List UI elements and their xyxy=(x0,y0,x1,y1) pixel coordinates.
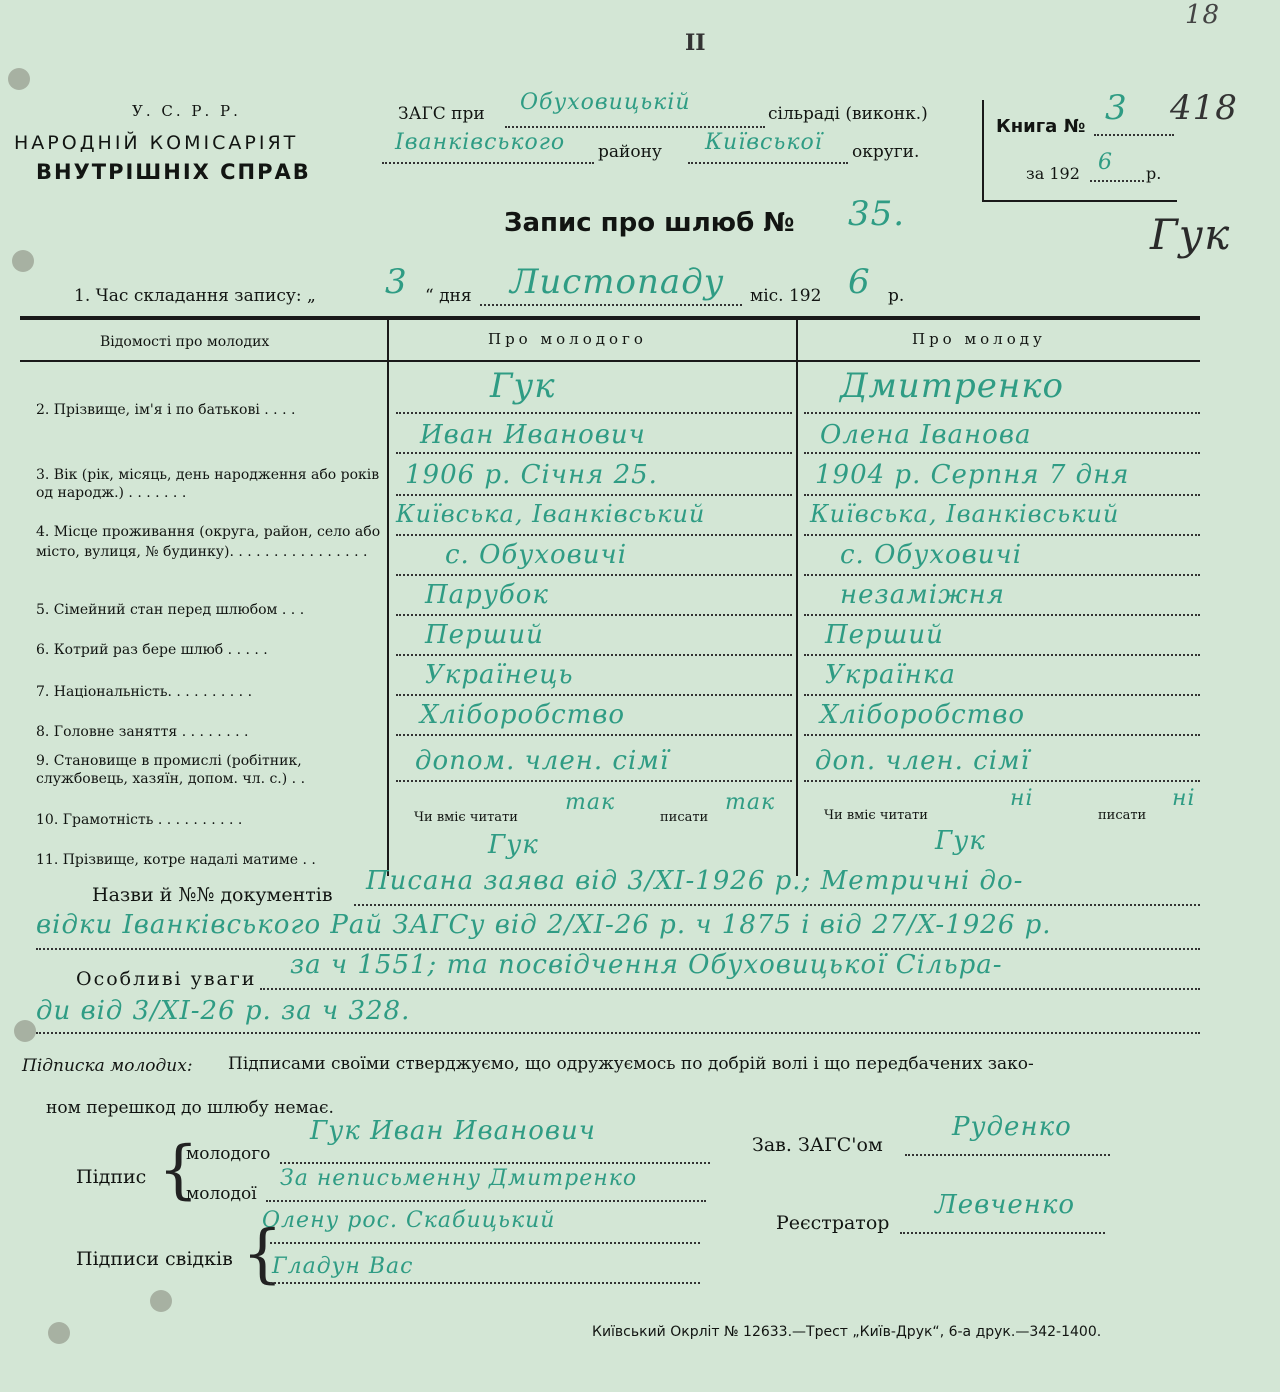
record-month-suffix: міс. 192 xyxy=(750,286,822,306)
groom-write-label: писати xyxy=(660,810,709,825)
row-line xyxy=(396,654,792,656)
bride-sign-line xyxy=(266,1200,706,1202)
groom-read-label: Чи вміє читати xyxy=(414,810,518,825)
row-label-marital: 5. Сімейний стан перед шлюбом . . . xyxy=(36,602,305,618)
row-line xyxy=(804,494,1200,496)
zags-suffix: сільраді (виконк.) xyxy=(768,104,928,124)
book-extra-number: 418 xyxy=(1170,88,1238,128)
groom-nationality: Українець xyxy=(425,660,574,690)
row-label-literacy: 10. Грамотність . . . . . . . . . . xyxy=(36,812,243,828)
record-year: 6 xyxy=(848,262,871,302)
groom-future-surname: Гук xyxy=(488,830,539,860)
zags-prefix: ЗАГС при xyxy=(398,104,485,124)
groom-residence-2: с. Обуховичі xyxy=(445,540,628,570)
book-label: Книга № xyxy=(996,116,1086,137)
sign-label: Підпис xyxy=(76,1166,147,1188)
row-line xyxy=(396,452,792,454)
head-signature: Руденко xyxy=(952,1112,1072,1142)
head-sign-line xyxy=(905,1154,1110,1156)
row-line xyxy=(804,452,1200,454)
groom-surname: Гук xyxy=(490,366,556,406)
year-value: 6 xyxy=(1098,150,1113,175)
groom-sign-line xyxy=(280,1162,710,1164)
notes-underline-2 xyxy=(36,1032,1200,1034)
row-label-occupation: 8. Головне заняття . . . . . . . . xyxy=(36,724,249,740)
row-label-future-surname: 11. Прізвище, котре надалі матиме . . xyxy=(36,852,316,868)
row-line xyxy=(396,780,792,782)
table-col-divider-2 xyxy=(796,318,798,876)
groom-marital: Парубок xyxy=(425,580,549,610)
notes-underline-1 xyxy=(260,988,1200,990)
row-line xyxy=(804,734,1200,736)
notes-line-1: за ч 1551; та посвідчення Обуховицької Сільра- xyxy=(290,950,1003,980)
bride-residence-2: с. Обуховичі xyxy=(840,540,1023,570)
okrug-line xyxy=(688,162,848,164)
punch-hole xyxy=(14,1020,36,1042)
year-line xyxy=(1090,180,1144,182)
groom-given-names: Иван Иванович xyxy=(420,420,646,450)
notes-label: Особливі уваги xyxy=(76,968,257,990)
row-line xyxy=(804,780,1200,782)
bride-signature-2: Олену рос. Скабицький xyxy=(262,1208,556,1233)
row-line xyxy=(804,614,1200,616)
ussr-label: У. С. Р. Р. xyxy=(132,102,241,120)
registrar-label: Реєстратор xyxy=(776,1212,890,1234)
year-suffix: р. xyxy=(1146,164,1162,183)
notes-line-2: ди від 3/XI-26 р. за ч 328. xyxy=(36,996,411,1026)
district-label: району xyxy=(598,142,662,162)
district-line xyxy=(382,162,594,164)
footer-imprint: Київський Окрліт № 12633.—Трест „Київ-Друк“, 6-а друк.—342-1400. xyxy=(592,1324,1102,1340)
table-top-rule xyxy=(20,316,1200,320)
groom-times: Перший xyxy=(425,620,544,650)
witness-line-2 xyxy=(270,1282,700,1284)
bride-occupation: Хліборобство xyxy=(820,700,1026,730)
book-box-left xyxy=(982,100,984,202)
okrug-label: округи. xyxy=(852,142,920,162)
witness-signature: Гладун Вас xyxy=(272,1254,414,1279)
witness-label: Підписи свідків xyxy=(76,1248,233,1270)
district-value: Іванківського xyxy=(395,130,566,155)
book-line xyxy=(1094,134,1174,136)
margin-mark: Гук xyxy=(1150,210,1231,259)
row-line xyxy=(396,614,792,616)
bride-status: доп. член. сімї xyxy=(815,746,1030,776)
bride-signature-1: За неписьменну Дмитренко xyxy=(280,1166,638,1191)
row-line xyxy=(396,574,792,576)
punch-hole xyxy=(48,1322,70,1344)
bride-residence-1: Київська, Іванківський xyxy=(810,500,1120,528)
punch-hole xyxy=(12,250,34,272)
bride-times: Перший xyxy=(825,620,944,650)
col-header-info: Відомості про молодих xyxy=(100,334,270,350)
bride-given-names: Олена Іванова xyxy=(820,420,1032,450)
bride-read-value: ні xyxy=(1010,786,1034,811)
row-line xyxy=(804,694,1200,696)
documents-label: Назви й №№ документів xyxy=(92,884,333,906)
record-year-end: р. xyxy=(888,286,905,306)
punch-hole xyxy=(8,68,30,90)
witness-line-1 xyxy=(270,1242,700,1244)
groom-read-value: так xyxy=(565,790,616,815)
record-time-label: 1. Час складання запису: „ xyxy=(74,286,316,306)
row-label-times: 6. Котрий раз бере шлюб . . . . . xyxy=(36,642,268,658)
ministry-line-1: НАРОДНІЙ КОМІСАРІЯТ xyxy=(14,132,299,154)
declaration-text-2: ном перешкод до шлюбу немає. xyxy=(46,1098,334,1118)
row-label-status: 9. Становище в промислі (робітник, службовець, хазяїн, допом. чл. с.) . . xyxy=(36,753,306,787)
row-line xyxy=(396,494,792,496)
groom-residence-1: Київська, Іванківський xyxy=(396,500,706,528)
record-month-line xyxy=(480,304,742,306)
corner-page-number: 18 xyxy=(1185,0,1221,30)
record-day-suffix: “ дня xyxy=(425,286,472,306)
record-title: Запис про шлюб № xyxy=(504,208,795,238)
bride-future-surname: Гук xyxy=(935,826,986,856)
bride-write-value: ні xyxy=(1172,786,1196,811)
ministry-line-2: ВНУТРІШНІХ СПРАВ xyxy=(36,160,311,184)
bride-nationality: Українка xyxy=(825,660,956,690)
top-roman-mark: II xyxy=(685,30,706,56)
punch-hole xyxy=(150,1290,172,1312)
okrug-value: Київської xyxy=(705,130,823,155)
bride-read-label: Чи вміє читати xyxy=(824,808,928,823)
record-day: 3 xyxy=(385,262,408,302)
declaration-text-1: Підписами своїми стверджуємо, що одружуємось по добрій волі і що передбачених зако- xyxy=(228,1054,1034,1074)
zags-village: Обуховицькій xyxy=(520,90,691,115)
documents-line-2: відки Іванківського Рай ЗАГСу від 2/XI-26 р. ч 1875 і від 27/X-1926 р. xyxy=(36,910,1052,940)
groom-birth: 1906 р. Січня 25. xyxy=(405,460,658,490)
documents-line-1: Писана заява від 3/XI-1926 р.; Метричні до- xyxy=(366,866,1024,896)
row-line xyxy=(804,534,1200,536)
groom-signature: Гук Иван Иванович xyxy=(310,1116,596,1146)
col-header-bride: Про молоду xyxy=(912,330,1046,348)
row-line xyxy=(804,654,1200,656)
groom-occupation: Хліборобство xyxy=(420,700,626,730)
groom-sign-label: молодого xyxy=(186,1144,271,1164)
bride-surname: Дмитренко xyxy=(840,366,1065,406)
witness-brace: { xyxy=(242,1217,283,1291)
row-label-residence: 4. Місце проживання (округа, район, село або місто, вулиця, № будинку). . . . . . . . . . . . . . . . xyxy=(36,524,381,560)
record-month: Листопаду xyxy=(510,262,725,302)
registrar-sign-line xyxy=(900,1232,1105,1234)
year-label: за 192 xyxy=(1026,164,1080,183)
row-line xyxy=(396,412,792,414)
bride-birth: 1904 р. Серпня 7 дня xyxy=(815,460,1130,490)
sign-brace: { xyxy=(158,1133,199,1207)
groom-write-value: так xyxy=(725,790,776,815)
bride-write-label: писати xyxy=(1098,808,1147,823)
row-label-nationality: 7. Національність. . . . . . . . . . xyxy=(36,684,253,700)
bride-marital: незаміжня xyxy=(840,580,1005,610)
row-line xyxy=(396,734,792,736)
declaration-lead: Підписка молодих: xyxy=(22,1056,193,1076)
documents-underline-1 xyxy=(354,904,1200,906)
row-label-name: 2. Прізвище, ім'я і по батькові . . . . xyxy=(36,402,296,418)
bride-sign-label: молодої xyxy=(186,1184,257,1204)
row-line xyxy=(396,534,792,536)
book-number: 3 xyxy=(1105,88,1128,128)
row-line xyxy=(396,694,792,696)
table-col-divider-1 xyxy=(387,318,389,876)
row-line xyxy=(804,412,1200,414)
record-number: 35. xyxy=(848,194,906,234)
row-label-age: 3. Вік (рік, місяць, день народження або років од народж.) . . . . . . . xyxy=(36,467,380,501)
table-header-rule xyxy=(20,360,1200,362)
head-label: Зав. ЗАГС'ом xyxy=(752,1134,883,1156)
zags-village-line xyxy=(505,126,765,128)
row-line xyxy=(804,574,1200,576)
groom-status: допом. член. сімї xyxy=(415,746,670,776)
book-box-bottom xyxy=(982,200,1177,202)
registrar-signature: Левченко xyxy=(935,1190,1076,1220)
col-header-groom: Про молодого xyxy=(488,330,647,348)
